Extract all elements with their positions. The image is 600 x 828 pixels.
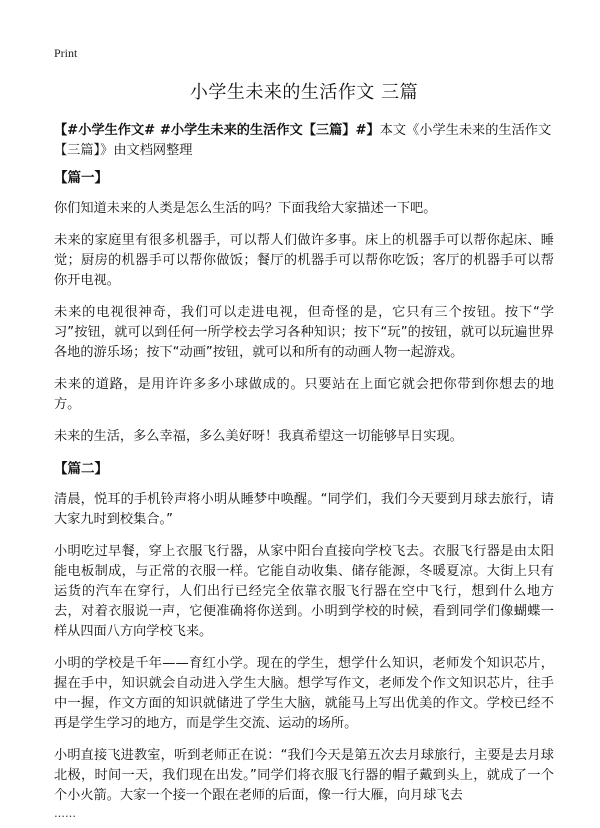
document-meta — [54, 121, 554, 161]
paragraph: 你们知道未来的人类是怎么生活的吗？下面我给大家描述一下吧。 — [54, 201, 437, 216]
section-heading-2: 【篇二】 — [54, 461, 108, 477]
paragraph: 清晨，悦耳的手机铃声将小明从睡梦中唤醒。“同学们，我们今天要到月球去旅行，请大家九时到校集合。” — [54, 492, 554, 527]
print-link[interactable]: Print — [54, 46, 78, 60]
meta-source: 本文《小学生未来的生活作文【三篇】》由文档网整理 — [54, 123, 552, 158]
paragraph: 小明的学校是千年——育红小学。现在的学生，想学什么知识，老师发个知识芯片，握在手中，知识就会自动进入学生大脑。想学写作文，老师发个作文知识芯片，往手中一握，作文方面的知识就储进了学生大脑，就能马上写出优美的作文。学校已经不再是学生学习的地方，而是学生交流、运动的场所。 — [54, 656, 554, 731]
paragraph: 未来的道路，是用许许多多小球做成的。只要站在上面它就会把你带到你想去的地方。 — [54, 377, 554, 412]
document-title: 小学生未来的生活作文 三篇 — [189, 82, 419, 103]
paragraph: 未来的电视很神奇，我们可以走进电视，但奇怪的是，它只有三个按钮。按下“学习”按钮，就可以到任何一所学校去学习各种知识；按下“玩”的按钮，就可以玩遍世界各地的游乐场；按下“动画”按钮，就可以和所有的动画人物一起游戏。 — [54, 305, 554, 360]
section-heading-1: 【篇一】 — [54, 170, 108, 186]
document-body — [54, 168, 554, 820]
meta-tags: 【#小学生作文# #小学生未来的生活作文【三篇】#】 — [54, 123, 380, 138]
paragraph: 小明直接飞进教室，听到老师正在说：“我们今天是第五次去月球旅行，主要是去月球北极，时间一天，我们现在出发。”同学们将衣服飞行器的帽子戴到头上，就成了一个个小火箭。大家一个接一个跟在老师的后面，像一行大雁，向月球飞去 — [54, 748, 554, 803]
continuation-ellipsis: …… — [54, 807, 76, 820]
paragraph: 小明吃过早餐，穿上衣服飞行器，从家中阳台直接向学校飞去。衣服飞行器是由太阳能电板制成，与正常的衣服一样。它能自动收集、储存能源，冬暖夏凉。大街上只有运货的汽车在穿行，人们出行已经完全依靠衣服飞行器在空中飞行，想到什么地方去，对着衣服说一声，它便准确将你送到。小明到学校的时候，看到同学们像蝴蝶一样从四面八方向学校飞来。 — [54, 544, 554, 639]
paragraph: 未来的生活，多么幸福，多么美好呀！我真希望这一切能够早日实现。 — [54, 429, 463, 444]
paragraph: 未来的家庭里有很多机器手，可以帮人们做许多事。床上的机器手可以帮你起床、睡觉；厨房的机器手可以帮你做饭；餐厅的机器手可以帮你吃饭；客厅的机器手可以帮你开电视。 — [54, 233, 554, 288]
